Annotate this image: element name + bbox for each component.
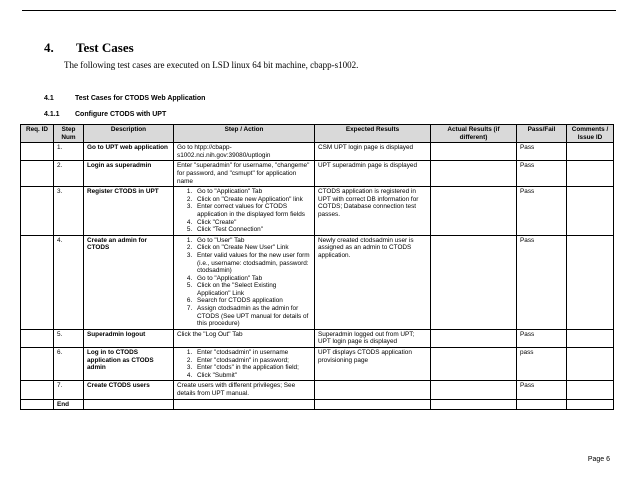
header-description: Description bbox=[84, 125, 174, 143]
page-number: Page 6 bbox=[587, 456, 610, 463]
expected-cell: CSM UPT login page is displayed bbox=[315, 143, 431, 161]
action-cell: Enter "superadmin" for username, "changeme" for password, and "csmupt" for application name bbox=[174, 161, 315, 187]
expected-cell: CTODS application is registered in UPT with correct DB information for COTDS; Database connection test passes. bbox=[315, 187, 431, 236]
step-num-cell: 6. bbox=[54, 348, 84, 381]
step-num-cell: 4. bbox=[54, 235, 84, 329]
description-cell: Create an admin for CTODS bbox=[84, 235, 174, 329]
action-step-list bbox=[177, 188, 311, 234]
action-step: 1. Go to "Application" Tab bbox=[194, 188, 311, 196]
table-row bbox=[21, 143, 614, 161]
expected-cell: Superadmin logged out from UPT; UPT login page is displayed bbox=[315, 329, 431, 347]
step-num-cell: 3. bbox=[54, 187, 84, 236]
expected-cell bbox=[315, 381, 431, 399]
empty-cell bbox=[431, 399, 517, 410]
empty-cell bbox=[174, 399, 315, 410]
req-id-cell bbox=[21, 235, 54, 329]
pass-fail-cell: Pass bbox=[517, 187, 567, 236]
table-row bbox=[21, 187, 614, 236]
table-header-row bbox=[21, 125, 614, 143]
comments-cell bbox=[567, 143, 614, 161]
action-step: 3. Enter correct values for CTODS application in the displayed form fields bbox=[194, 203, 311, 218]
intro-text: The following test cases are executed on LSD linux 64 bit machine, cbapp-s1002. bbox=[64, 60, 359, 70]
table-row bbox=[21, 161, 614, 187]
header-comments: Comments / Issue ID bbox=[567, 125, 614, 143]
action-step: 6. Search for CTODS application bbox=[194, 297, 311, 305]
comments-cell bbox=[567, 235, 614, 329]
action-step-list bbox=[177, 349, 311, 379]
empty-cell bbox=[315, 399, 431, 410]
actual-cell bbox=[431, 187, 517, 236]
req-id-cell bbox=[21, 348, 54, 381]
action-step-list bbox=[177, 237, 311, 328]
action-cell: Go to htpp://cbapp-s1002.nci.nih.gov:39080/uptlogin bbox=[174, 143, 315, 161]
description-cell: Go to UPT web application bbox=[84, 143, 174, 161]
action-step: 2. Click on "Create new Application" link bbox=[194, 196, 311, 204]
header-step-num: Step Num bbox=[54, 125, 84, 143]
action-cell: Create users with different privileges; See details from UPT manual. bbox=[174, 381, 315, 399]
action-step: 3. Enter "ctods" in the application field; bbox=[194, 364, 311, 372]
subsubsection-number: 4.1.1 bbox=[44, 111, 60, 118]
action-step: 4. Click "Create" bbox=[194, 219, 311, 227]
section-title: Test Cases bbox=[76, 40, 134, 55]
action-step: 1. Enter "ctodsadmin" in username bbox=[194, 349, 311, 357]
header-req-id: Req. ID bbox=[21, 125, 54, 143]
description-cell: Register CTODS in UPT bbox=[84, 187, 174, 236]
expected-cell: UPT displays CTODS application provisioning page bbox=[315, 348, 431, 381]
actual-cell bbox=[431, 348, 517, 381]
actual-cell bbox=[431, 235, 517, 329]
header-actual-results: Actual Results (if different) bbox=[431, 125, 517, 143]
action-step: 2. Click on "Create New User" Link bbox=[194, 244, 311, 252]
action-step: 4. Go to "Application" Tab bbox=[194, 275, 311, 283]
action-cell bbox=[174, 187, 315, 236]
comments-cell bbox=[567, 161, 614, 187]
description-cell: Superadmin logout bbox=[84, 329, 174, 347]
pass-fail-cell: Pass bbox=[517, 235, 567, 329]
action-cell bbox=[174, 348, 315, 381]
comments-cell bbox=[567, 381, 614, 399]
table-end-row bbox=[21, 399, 614, 410]
action-step: 3. Enter valid values for the new user form (i.e., username: ctodsadmin, password: ctodsadmin) bbox=[194, 252, 311, 275]
actual-cell bbox=[431, 143, 517, 161]
section-number: 4. bbox=[44, 40, 54, 55]
expected-cell: UPT superadmin page is displayed bbox=[315, 161, 431, 187]
req-id-cell bbox=[21, 161, 54, 187]
req-id-cell bbox=[21, 329, 54, 347]
pass-fail-cell: Pass bbox=[517, 381, 567, 399]
step-num-cell: 5. bbox=[54, 329, 84, 347]
header-step-action: Step / Action bbox=[174, 125, 315, 143]
table-row bbox=[21, 381, 614, 399]
empty-cell bbox=[567, 399, 614, 410]
req-id-cell bbox=[21, 143, 54, 161]
action-step: 4. Click "Submit" bbox=[194, 372, 311, 380]
action-cell bbox=[174, 235, 315, 329]
description-cell: Login as superadmin bbox=[84, 161, 174, 187]
description-cell: Log in to CTODS application as CTODS admin bbox=[84, 348, 174, 381]
expected-cell: Newly created ctodsadmin user is assigned as an admin to CTODS application. bbox=[315, 235, 431, 329]
actual-cell bbox=[431, 161, 517, 187]
req-id-cell bbox=[21, 381, 54, 399]
empty-cell bbox=[84, 399, 174, 410]
action-cell: Click the "Log Out" Tab bbox=[174, 329, 315, 347]
comments-cell bbox=[567, 329, 614, 347]
req-id-cell bbox=[21, 187, 54, 236]
actual-cell bbox=[431, 381, 517, 399]
empty-cell bbox=[517, 399, 567, 410]
subsection-number: 4.1 bbox=[44, 95, 54, 102]
table-row bbox=[21, 235, 614, 329]
action-step: 2. Enter "ctodsadmin" in password; bbox=[194, 357, 311, 365]
table-row bbox=[21, 329, 614, 347]
action-step: 5. Click "Test Connection" bbox=[194, 226, 311, 234]
pass-fail-cell: Pass bbox=[517, 161, 567, 187]
description-cell: Create CTODS users bbox=[84, 381, 174, 399]
action-step: 1. Go to "User" Tab bbox=[194, 237, 311, 245]
subsection-title: Test Cases for CTODS Web Application bbox=[75, 95, 206, 102]
end-label-cell bbox=[21, 399, 54, 410]
pass-fail-cell: Pass bbox=[517, 143, 567, 161]
action-step: 7. Assign ctodsadmin as the admin for CTODS (See UPT manual for details of this procedure) bbox=[194, 305, 311, 328]
end-label: End bbox=[54, 399, 84, 410]
step-num-cell: 1. bbox=[54, 143, 84, 161]
step-num-cell: 7. bbox=[54, 381, 84, 399]
table-row bbox=[21, 348, 614, 381]
actual-cell bbox=[431, 329, 517, 347]
action-step: 5. Click on the "Select Existing Application" Link bbox=[194, 282, 311, 297]
comments-cell bbox=[567, 187, 614, 236]
subsubsection-title: Configure CTODS with UPT bbox=[75, 111, 167, 118]
pass-fail-cell: Pass bbox=[517, 329, 567, 347]
header-expected-results: Expected Results bbox=[315, 125, 431, 143]
step-num-cell: 2. bbox=[54, 161, 84, 187]
header-rule bbox=[22, 10, 616, 11]
test-cases-table bbox=[20, 124, 614, 410]
comments-cell bbox=[567, 348, 614, 381]
header-pass-fail: Pass/Fail bbox=[517, 125, 567, 143]
pass-fail-cell: pass bbox=[517, 348, 567, 381]
